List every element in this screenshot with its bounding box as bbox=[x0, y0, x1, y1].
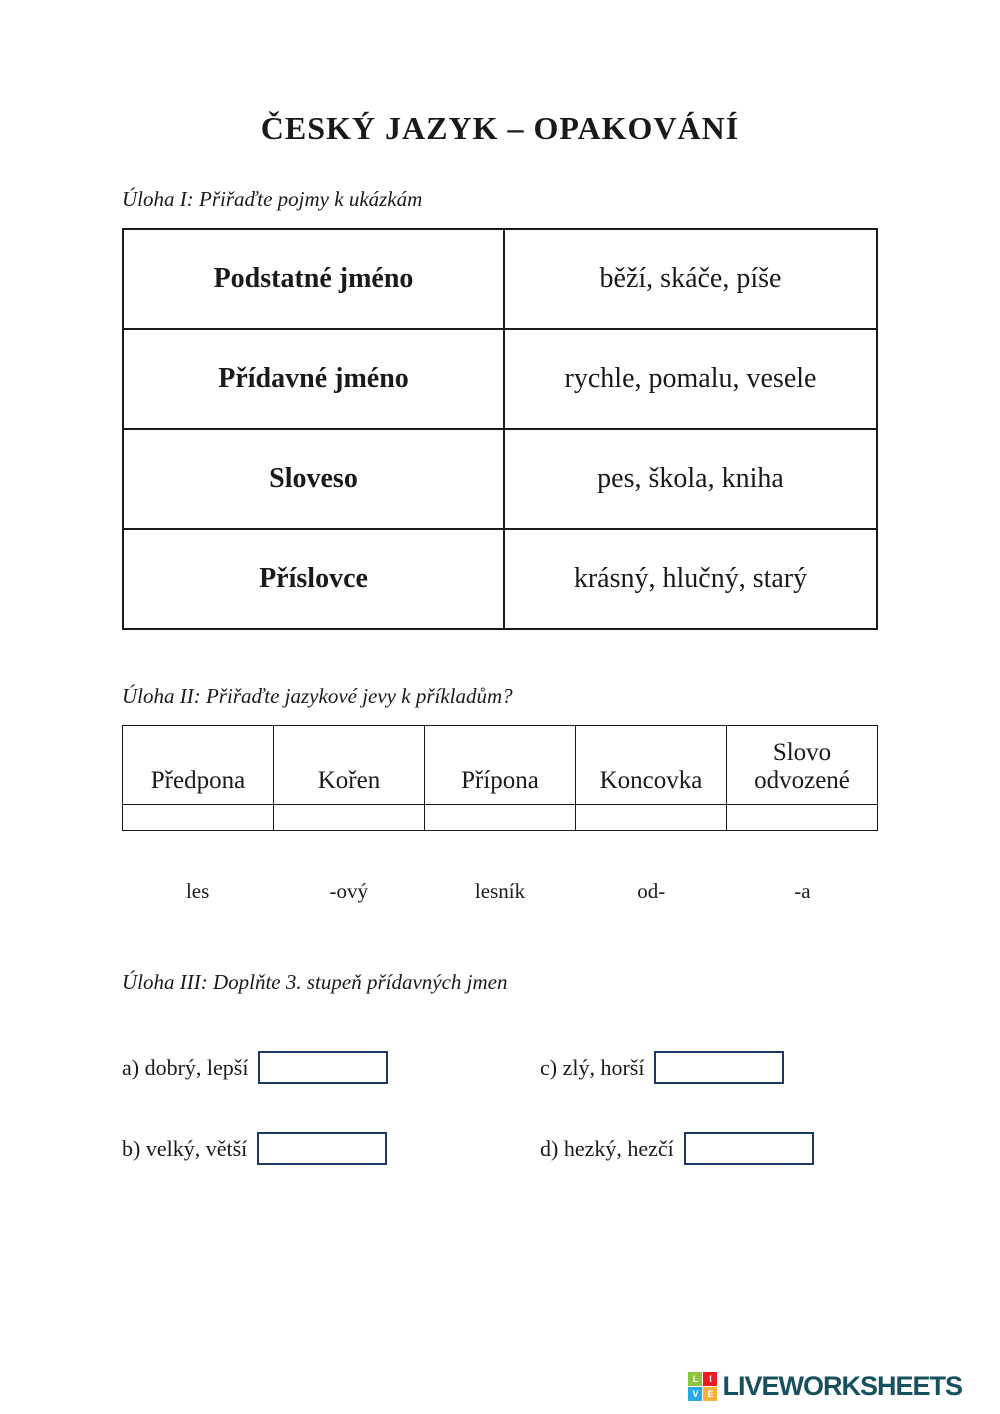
logo-square: L bbox=[688, 1372, 702, 1386]
prompt-text: d) hezký, hezčí bbox=[540, 1135, 674, 1161]
draggable-word[interactable]: -a bbox=[794, 879, 811, 903]
dropzone-cell[interactable] bbox=[576, 805, 727, 831]
column-header: Přípona bbox=[425, 726, 576, 805]
task3-item-b bbox=[122, 1132, 540, 1165]
dropzone-row bbox=[123, 805, 878, 831]
column-header: Předpona bbox=[123, 726, 274, 805]
term-cell[interactable]: Přídavné jméno bbox=[123, 329, 504, 429]
task2-label: Úloha II: Přiřaďte jazykové jevy k příkladům? bbox=[122, 684, 513, 708]
task3-item-c bbox=[540, 1051, 784, 1084]
example-cell[interactable]: běží, skáče, píše bbox=[504, 229, 877, 329]
dropzone-cell[interactable] bbox=[123, 805, 274, 831]
draggable-word[interactable]: od- bbox=[637, 879, 666, 903]
answer-input[interactable] bbox=[684, 1132, 814, 1165]
task2-table bbox=[122, 725, 878, 831]
draggable-word[interactable]: -ový bbox=[329, 879, 369, 903]
dropzone-cell[interactable] bbox=[274, 805, 425, 831]
liveworksheets-logo-icon bbox=[688, 1372, 717, 1401]
logo-square: I bbox=[703, 1372, 717, 1386]
example-cell[interactable]: pes, škola, kniha bbox=[504, 429, 877, 529]
header-row bbox=[123, 726, 878, 805]
example-cell[interactable]: krásný, hlučný, starý bbox=[504, 529, 877, 629]
table-row bbox=[123, 229, 877, 329]
answer-input[interactable] bbox=[257, 1132, 387, 1165]
column-header: Kořen bbox=[274, 726, 425, 805]
prompt-text: c) zlý, horší bbox=[540, 1054, 645, 1080]
dropzone-cell[interactable] bbox=[727, 805, 878, 831]
table-row bbox=[123, 529, 877, 629]
dropzone-cell[interactable] bbox=[425, 805, 576, 831]
table-row bbox=[123, 429, 877, 529]
task3-item-d bbox=[540, 1132, 814, 1165]
task3-item-a bbox=[122, 1051, 540, 1084]
answer-input[interactable] bbox=[258, 1051, 388, 1084]
table-row bbox=[123, 329, 877, 429]
task3-row-1 bbox=[122, 1051, 878, 1084]
word-bank bbox=[122, 879, 878, 904]
logo-square: V bbox=[688, 1387, 702, 1401]
prompt-text: b) velký, větší bbox=[122, 1135, 248, 1161]
task1-matching-table bbox=[122, 228, 878, 630]
logo-square: E bbox=[703, 1387, 717, 1401]
footer-brand bbox=[688, 1371, 962, 1402]
column-header: Koncovka bbox=[576, 726, 727, 805]
answer-input[interactable] bbox=[654, 1051, 784, 1084]
task3-label: Úloha III: Doplňte 3. stupeň přídavných jmen bbox=[122, 970, 508, 994]
draggable-word[interactable]: les bbox=[185, 879, 210, 903]
example-cell[interactable]: rychle, pomalu, vesele bbox=[504, 329, 877, 429]
page-title: ČESKÝ JAZYK – OPAKOVÁNÍ bbox=[260, 110, 740, 146]
draggable-word[interactable]: lesník bbox=[474, 879, 526, 903]
column-header: Slovo odvozené bbox=[727, 726, 878, 805]
term-cell[interactable]: Příslovce bbox=[123, 529, 504, 629]
prompt-text: a) dobrý, lepší bbox=[122, 1054, 249, 1080]
task1-label: Úloha I: Přiřaďte pojmy k ukázkám bbox=[122, 187, 423, 211]
brand-name: LIVEWORKSHEETS bbox=[722, 1371, 962, 1401]
term-cell[interactable]: Podstatné jméno bbox=[123, 229, 504, 329]
task3-row-2 bbox=[122, 1132, 878, 1165]
term-cell[interactable]: Sloveso bbox=[123, 429, 504, 529]
